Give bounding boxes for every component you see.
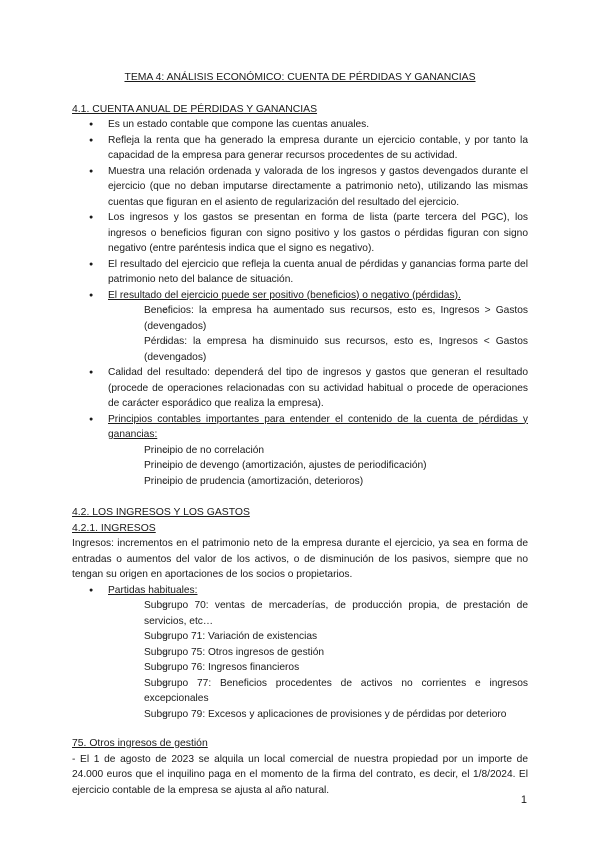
list-item: ● Muestra una relación ordenada y valorada de los ingresos y gastos devengados durante el ejercicio (que no deban imputarse directamente a patrimonio neto), utilizando las mismas cuentas que figuran en el asiento de regularización del resultado del ejercicio. xyxy=(72,164,528,211)
ingresos-paragraph: Ingresos: incrementos en el patrimonio neto de la empresa durante el ejercicio, ya sea en forma de entradas o aumentos del valor de los activos, o de disminución de los pasivos, siempre que no tengan su origen en aportaciones de los socios o propietarios. xyxy=(72,538,528,580)
list-item: ● Es un estado contable que compone las cuentas anuales. xyxy=(72,117,528,133)
sub-list-item: ○ Principio de devengo (amortización, ajustes de periodificación) xyxy=(108,458,528,474)
partidas-list xyxy=(72,583,528,723)
sub-list-item: ○ Subgrupo 75: Otros ingresos de gestión xyxy=(108,645,528,661)
spacer xyxy=(72,722,528,736)
sub-list-item: ○ Subgrupo 77: Beneficios procedentes de activos no corrientes e ingresos excepcionales xyxy=(108,676,528,707)
resultado-sublist xyxy=(108,303,528,365)
resultado-text: El resultado del ejercicio puede ser positivo (beneficios) o negativo (pérdidas). xyxy=(108,289,461,301)
sub-list-item: ○ Subgrupo 71: Variación de existencias xyxy=(108,629,528,645)
document-title: TEMA 4: ANÁLISIS ECONÓMICO: CUENTA DE PÉRDIDAS Y GANANCIAS xyxy=(124,72,476,83)
section-heading-4-2: 4.2. LOS INGRESOS Y LOS GASTOS xyxy=(72,507,250,518)
list-item: ● Refleja la renta que ha generado la empresa durante un ejercicio contable, y por tanto la capacidad de la empresa para generar recursos procedentes de su actividad. xyxy=(72,133,528,164)
sub-list-item: ○ Subgrupo 70: ventas de mercaderías, de producción propia, de prestación de servicios, etc… xyxy=(108,598,528,629)
sub-list-item: ○ Subgrupo 76: Ingresos financieros xyxy=(108,660,528,676)
partidas-label: Partidas habituales: xyxy=(108,584,198,596)
sub-list-item: ○ Principio de prudencia (amortización, deterioros) xyxy=(108,474,528,490)
section-4-2 xyxy=(72,505,528,722)
section-heading-4-1: 4.1. CUENTA ANUAL DE PÉRDIDAS Y GANANCIAS xyxy=(72,103,318,115)
partidas-sublist xyxy=(108,598,528,722)
example-paragraph: - El 1 de agosto de 2023 se alquila un local comercial de nuestra propiedad por un importe de 24.000 euros que el inquilino paga en el momento de la firma del contrato, es decir, el 1/8/2024. El ejercicio contable de la empresa se ajusta al año natural. xyxy=(72,753,528,796)
page-content xyxy=(72,70,528,798)
sub-list-item: ○ Principio de no correlación xyxy=(108,443,528,459)
page-number: 1 xyxy=(520,793,527,806)
sub-list-item: ○ Beneficios: la empresa ha aumentado sus recursos, esto es, Ingresos > Gastos (devengados) xyxy=(108,303,528,334)
list-item-partidas xyxy=(72,583,528,723)
principios-text: Principios contables importantes para entender el contenido de la cuenta de pérdidas y ganancias: xyxy=(108,413,528,440)
subsection-heading-4-2-1: 4.2.1. INGRESOS xyxy=(72,522,156,534)
list-item-principios xyxy=(72,412,528,490)
section-heading-75: 75. Otros ingresos de gestión xyxy=(72,738,208,749)
list-item: ● Los ingresos y los gastos se presentan en forma de lista (parte tercera del PGC), los ingresos o beneficios figuran con signo positivo y los gastos o pérdidas figuran con signo negativo (entre paréntesis indica que el signo es negativo). xyxy=(72,210,528,257)
principios-sublist xyxy=(108,443,528,490)
list-item: ● El resultado del ejercicio que refleja la cuenta anual de pérdidas y ganancias forma parte del patrimonio neto del balance de situación. xyxy=(72,257,528,288)
list-item: ● Calidad del resultado: dependerá del tipo de ingresos y gastos que generan el resultado (procede de operaciones relacionadas con su actividad habitual o procede de operaciones de carácter esporádico que realiza la empresa). xyxy=(72,365,528,412)
list-item-resultado xyxy=(72,288,528,366)
sub-list-item: ○ Subgrupo 79: Excesos y aplicaciones de provisiones y de pérdidas por deterioro xyxy=(108,707,528,723)
sub-list-item: ○ Pérdidas: la empresa ha disminuido sus recursos, esto es, Ingresos < Gastos (devengados) xyxy=(108,334,528,365)
section-4-1-bullets xyxy=(72,117,528,489)
